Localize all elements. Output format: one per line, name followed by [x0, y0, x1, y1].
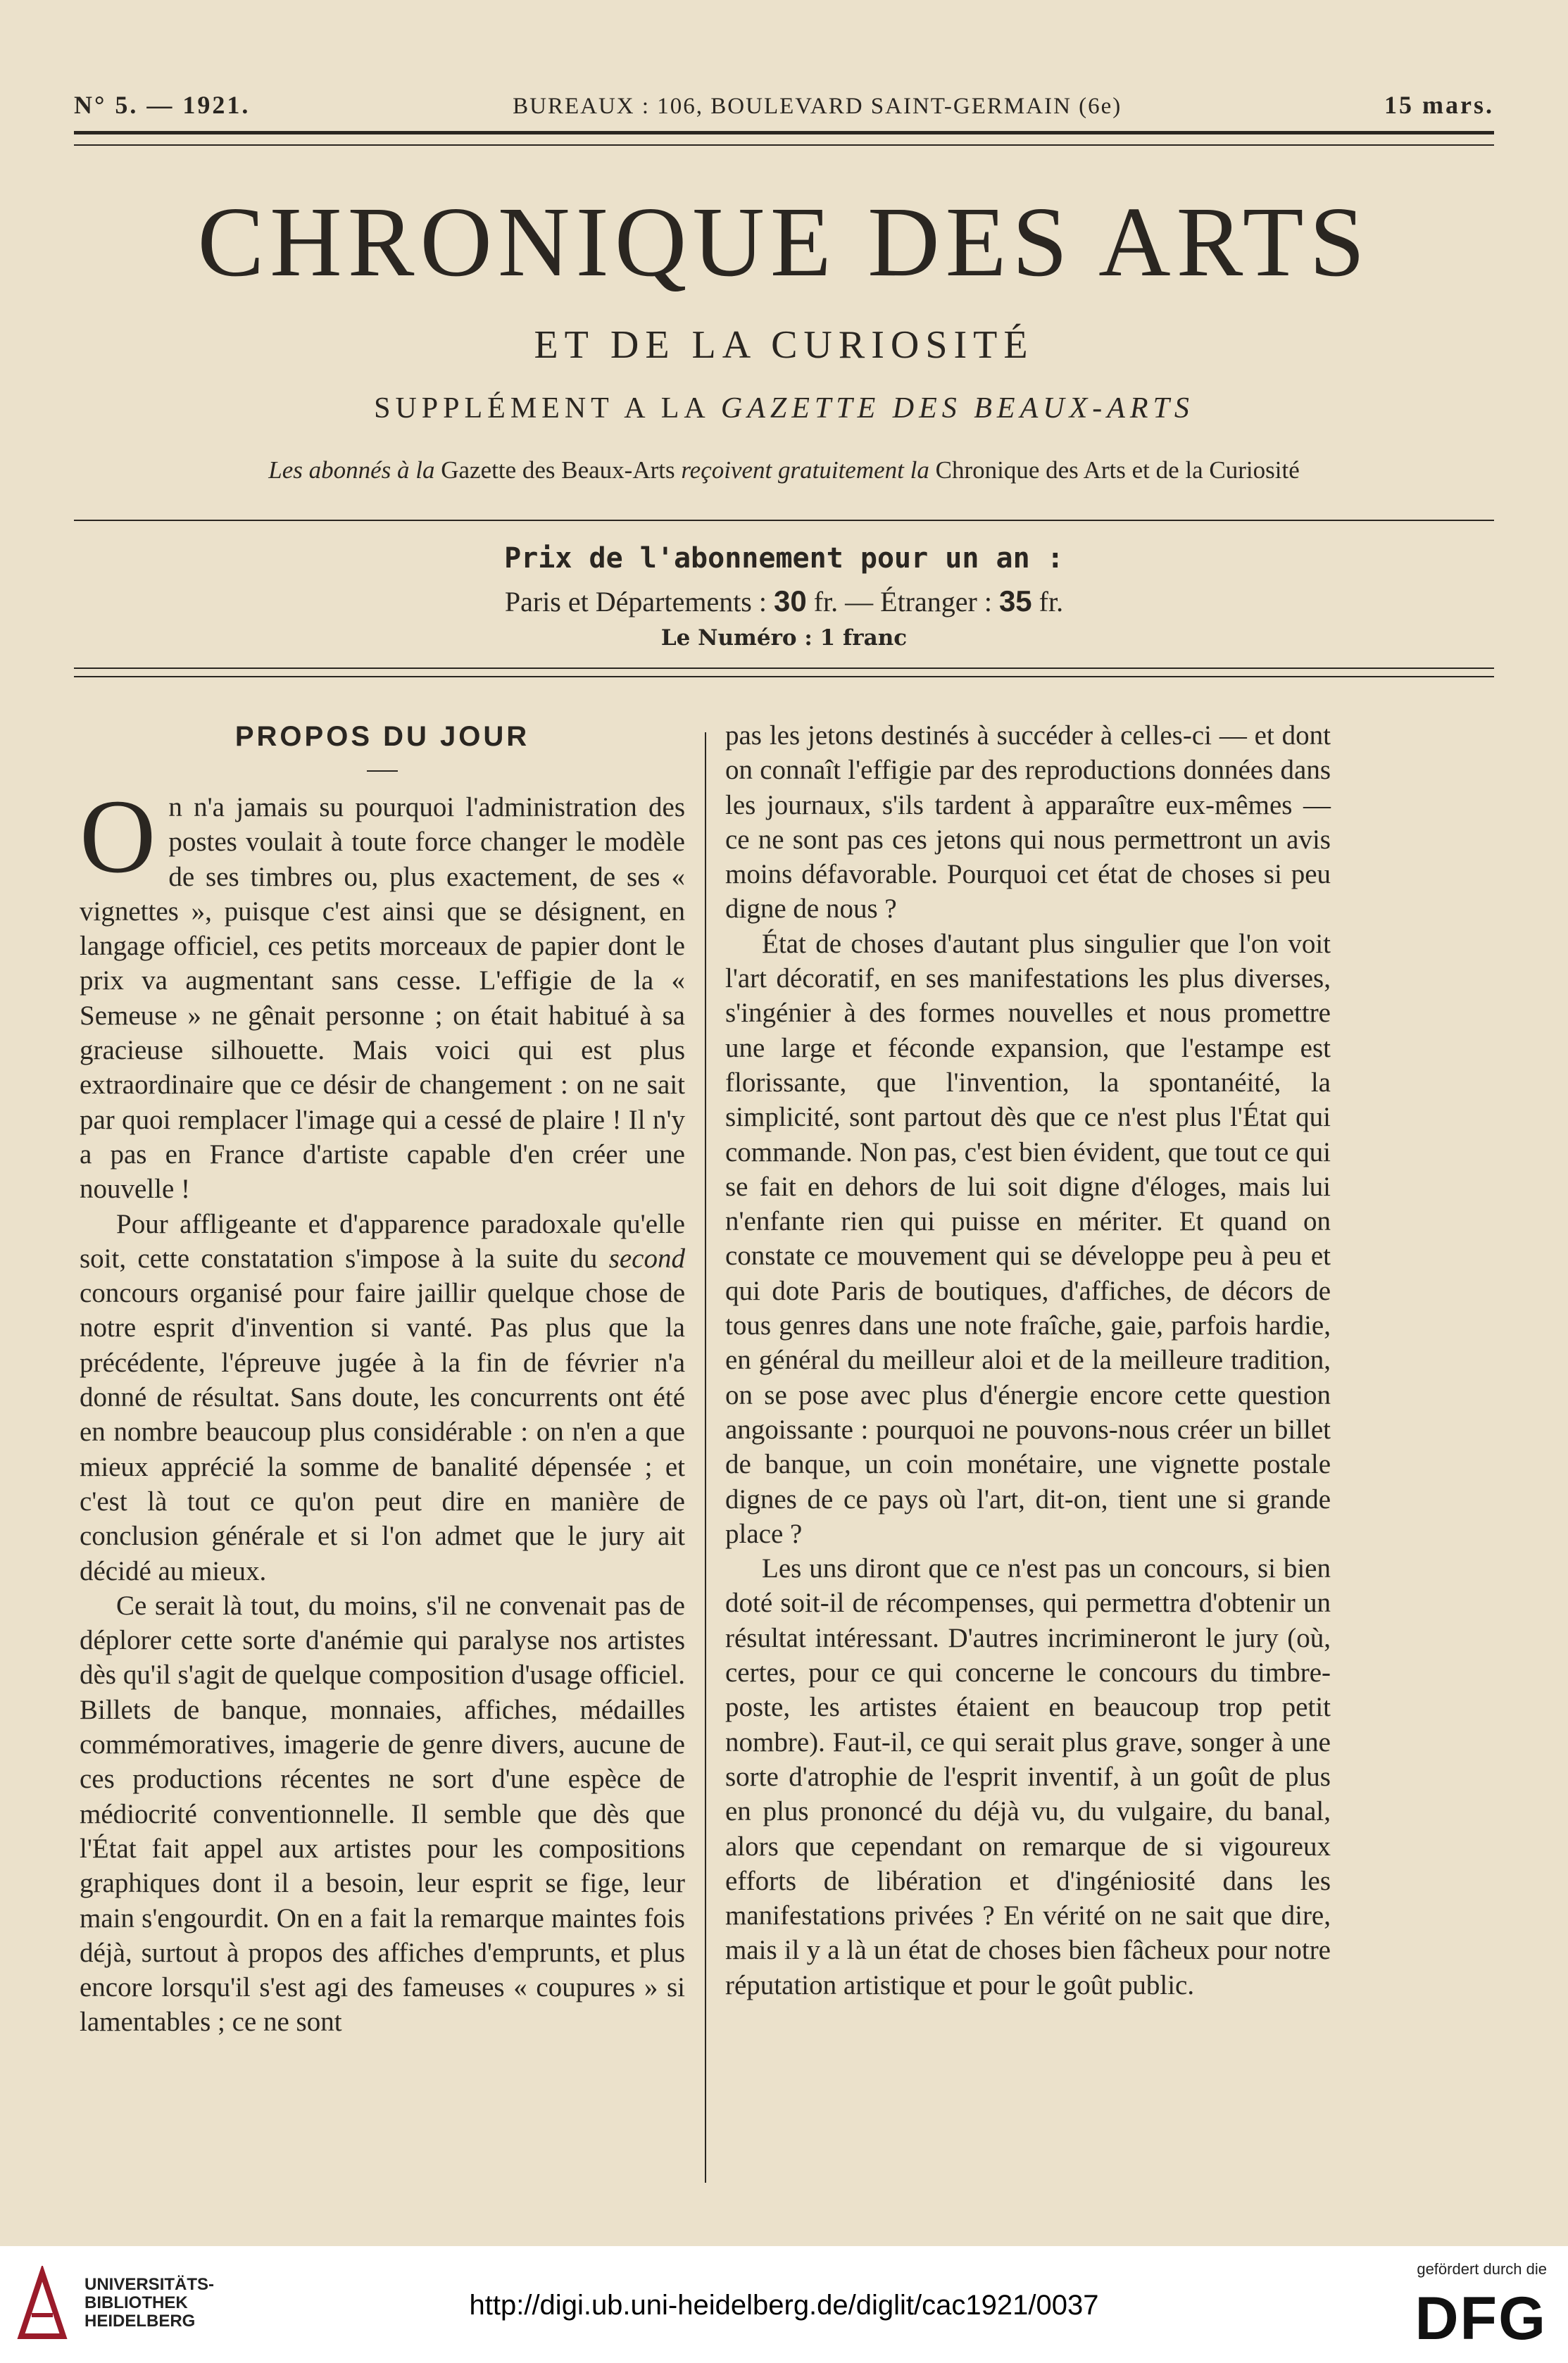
- single-issue-price: Le Numéro : 1 franc: [660, 625, 908, 651]
- journal-title: CHRONIQUE DES ARTS: [197, 186, 1371, 297]
- subscribers-note-part4: Chronique des Arts et de la Curiosité: [929, 456, 1300, 484]
- emphasis-text: second: [608, 1243, 685, 1274]
- office-address: BUREAUX : 106, BOULEVARD SAINT-GERMAIN (6e): [513, 94, 1122, 119]
- library-name-line: HEIDELBERG: [84, 2312, 196, 2331]
- paris-unit: fr. — Étranger :: [806, 586, 999, 618]
- subscribers-note-part1: Les abonnés à la: [268, 456, 435, 484]
- masthead-line: [74, 90, 1494, 120]
- subscription-prices: [0, 584, 1568, 618]
- library-name-line: BIBLIOTHEK: [84, 2293, 188, 2312]
- digitization-footer: [0, 2246, 1568, 2363]
- supplement-line: [0, 391, 1568, 425]
- subscribers-note-part3: reçoivent gratuitement la: [681, 456, 929, 484]
- article-paragraph: [80, 778, 685, 1207]
- drop-cap: O: [80, 778, 156, 895]
- funding-label: gefördert durch die: [1417, 2260, 1547, 2278]
- article-paragraph: État de choses d'autant plus singulier que l'on voit l'art décoratif, en ses manifestations les plus diverses, s'ingénier à des formes nouvelles et nous promettre une large et féconde expansion, que l'estampe est florissante, que l'invention, la spontanéité, la simplicité, sont partout dès que ce n'est plus l'État qui commande. Non pas, c'est bien évident, que tout ce qui se fait en dehors de lui soit digne d'éloges, mais lui n'enfante rien qui puisse en mériter. Et quand on constate ce mouvement qui se développe peu à peu et qui dote Paris de boutiques, d'affiches, de décors de tous genres dans une note fraîche, gaie, parfois hardie, en général du meilleur aloi et de la meilleure tradition, on se pose avec plus d'énergie encore cette question angoissante : pourquoi ne pouvons-nous créer un billet de banque, un coin monétaire, une vignette postale dignes de ce pays où l'art, dit-on, tient une si grande place ?: [725, 928, 1331, 1549]
- foreign-price: 35: [998, 584, 1032, 618]
- journal-subtitle: ET DE LA CURIOSITÉ: [534, 323, 1034, 367]
- paris-label: Paris et Départements :: [504, 586, 774, 618]
- subscribers-note-part2: Gazette des Beaux-Arts: [434, 456, 682, 484]
- subscribers-note: [0, 456, 1568, 484]
- supplement-prefix: SUPPLÉMENT A LA: [374, 392, 709, 425]
- paragraph-text: Pour affligeante et d'apparence paradoxale qu'elle soit, cette constatation s'impose à la suite du: [80, 1208, 685, 1274]
- paris-price: 30: [773, 584, 807, 618]
- source-url-link[interactable]: http://digi.ub.uni-heidelberg.de/diglit/cac1921/0037: [469, 2290, 1099, 2321]
- article-paragraph: pas les jetons destinés à succéder à celles-ci — et dont on connaît l'effigie par des reproductions données dans les journaux, s'ils tardent à apparaître eux-mêmes — ce ne sont pas ces jetons qui nous permettront un avis moins défavorable. Pourquoi cet état de choses si peu digne de nous ?: [725, 720, 1331, 924]
- subscription-double-rule: [74, 667, 1494, 677]
- column-divider: [705, 732, 706, 2183]
- supplement-journal: GAZETTE DES BEAUX-ARTS: [720, 392, 1194, 425]
- article-title: PROPOS DU JOUR: [234, 721, 530, 752]
- issue-date: 15 mars.: [1384, 91, 1494, 119]
- article-paragraph: Ce serait là tout, du moins, s'il ne convenait pas de déplorer cette sorte d'anémie qui paralyse nos artistes dès qu'il s'agit de quelque composition d'usage officiel. Billets de banque, monnaies, affiches, médailles commémoratives, imagerie de genre divers, aucune de ces productions récentes ne sort d'une espèce de médiocrité conventionnelle. Il semble que dès que l'État fait appel aux artistes pour les compositions graphiques dont il a besoin, leur esprit se fige, leur main s'engourdit. On en a fait la remarque maintes fois déjà, surtout à propos des affiches d'emprunts, et plus encore lorsqu'il s'est agi des fameuses « coupures » si lamentables ; ce ne sont: [80, 1590, 685, 2038]
- paragraph-text: concours organisé pour faire jaillir quelque chose de notre esprit d'invention si vanté. Pas plus que la précédente, l'épreuve jugée à la fin de février n'a donné de résultat. Sans doute, les concurrents ont été en nombre beaucoup plus considérable : on n'en a que mieux apprécié la somme de banalité dépensée ; et c'est là tout ce qu'on peut dire en manière de conclusion générale et si l'on admet que le jury ait décidé au mieux.: [80, 1278, 685, 1586]
- article-paragraph: Les uns diront que ce n'est pas un concours, si bien doté soit-il de récompenses, qui permettra d'obtenir un résultat intéressant. D'autres incrimineront le jury (où, certes, pour ce qui concerne le concours du timbre-poste, les artistes étaient en beaucoup trop petit nombre). Faut-il, ce qui serait plus grave, songer à une sorte d'atrophie de l'esprit inventif, à un goût de plus en plus prononcé du déjà vu, du vulgaire, du banal, alors que cependant on remarque de si vigoureux efforts de libération et d'ingéniosité dans les manifestations privées ? En vérité on ne sait que dire, mais il y a là un état de choses bien fâcheux pour notre réputation artistique et pour le goût public.: [725, 1553, 1331, 2000]
- title-dash: [367, 770, 398, 772]
- issue-number: N° 5. — 1921.: [74, 91, 251, 119]
- masthead-rule: [74, 520, 1494, 521]
- article-paragraph: [80, 1207, 685, 1588]
- library-name-line: UNIVERSITÄTS-: [84, 2275, 215, 2294]
- article-column-right: [725, 718, 1331, 2002]
- top-double-rule: [74, 131, 1494, 146]
- article-column-left: [80, 718, 685, 2040]
- opening-text: n n'a jamais su pourquoi l'administration des postes voulait à toute force changer le modèle de ses timbres ou, plus exactement, de ses « vignettes », puisque c'est ainsi que se désignent, en langage officiel, ces petits morceaux de papier dont le prix va augmentant sans cesse. L'effigie de la « Semeuse » ne gênait personne ; on était habitué à sa gracieuse silhouette. Mais voici qui est plus extraordinaire que ce désir de changement : on ne sait par quoi remplacer l'image qui a cessé de plaire ! Il n'y a pas en France d'artiste capable d'en créer une nouvelle !: [80, 792, 685, 1205]
- foreign-unit: fr.: [1031, 586, 1064, 618]
- subscription-heading: Prix de l'abonnement pour un an :: [504, 542, 1064, 575]
- dfg-logo: DFG: [1415, 2285, 1547, 2352]
